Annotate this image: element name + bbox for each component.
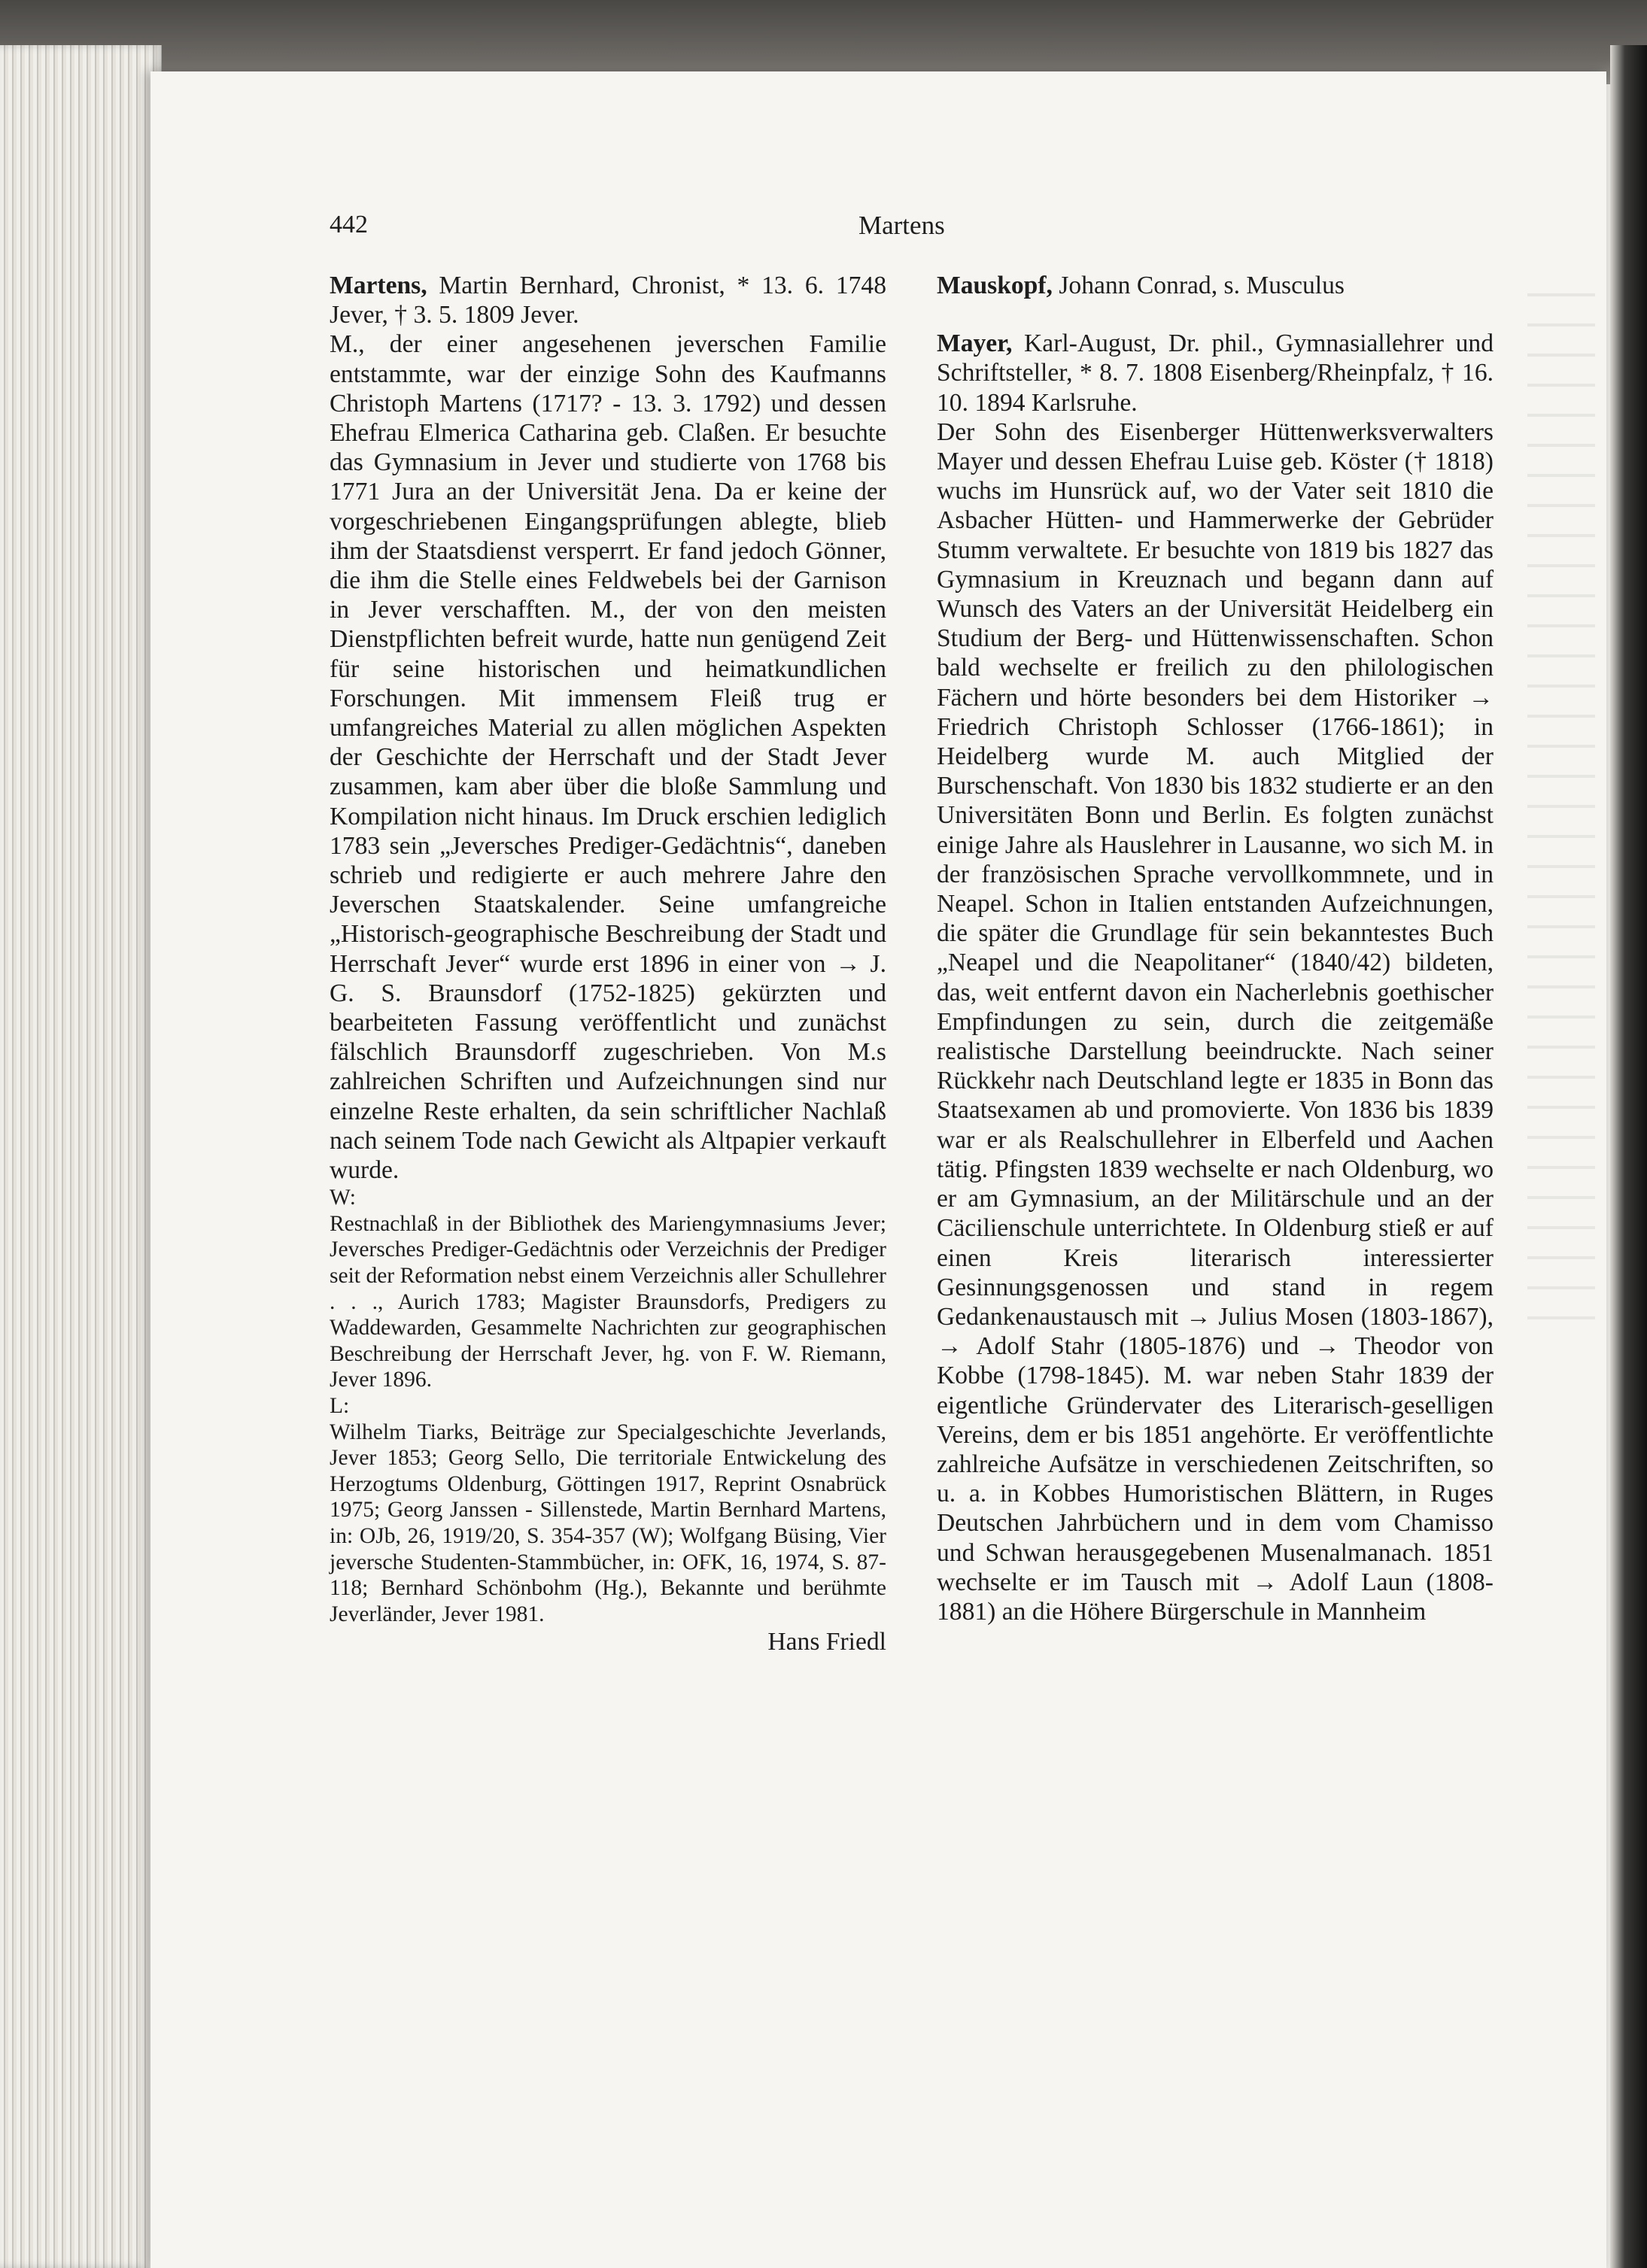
literature-text: Wilhelm Tiarks, Beiträge zur Specialgeschichte Jeverlands, Jever 1853; Georg Sello, Die territoriale Entwickelung des Herzogtums Oldenburg, Göttingen 1917, Reprint Osnabrück 1975; Georg Janssen - Sillenstede, Martin Bernhard Martens, in: OJb, 26, 1919/20, S. 354-357 (W); Wolfgang Büsing, Vier jeversche Studenten-Stammbücher, in: OFK, 16, 1974, S. 87-118; Bernhard Schönbohm (Hg.), Bekannte und berühmte Jeverländer, Jever 1981. [330, 1419, 886, 1626]
entry-biography: Der Sohn des Eisenberger Hüttenwerksverwalters Mayer und dessen Ehefrau Luise geb. Köster († 1818) wuchs im Hunsrück auf, wo der Vater seit 1810 die Asbacher Hütten- und Hammerwerke der Gebrüder Stumm verwaltete. Er besuchte von 1819 bis 1827 das Gymnasium in Kreuznach und begann dann auf Wunsch des Vaters an der Universität Heidelberg ein Studium der Berg- und Hüttenwissenschaften. Schon bald wechselte er freilich zu den philologischen Fächern und hörte besonders bei dem Historiker → Friedrich Christoph Schlosser (1766-1861); in Heidelberg wurde M. auch Mitglied der Burschenschaft. Von 1830 bis 1832 studierte er an den Universitäten Bonn und Berlin. Es folgten zunächst einige Jahre als Hauslehrer in Lausanne, wo sich M. in der französischen Sprache vervollkommnete, und in Neapel. Schon in Italien entstanden Aufzeichnungen, die später die Grundlage für sein bekanntestes Buch „Neapel und die Neapolitaner“ (1840/42) bildeten, das, weit entfernt davon ein Nacherlebnis goethischer Empfindungen zu sein, durch die zeitgemäße realistische Darstellung beeindruckte. Nach seiner Rückkehr nach Deutschland legte er 1835 in Bonn das Staatsexamen ab und promovierte. Von 1836 bis 1839 war er als Realschullehrer in Elberfeld und Aachen tätig. Pfingsten 1839 wechselte er nach Oldenburg, wo er am Gymnasium, an der Militärschule und an der Cäcilienschule unterrichtete. In Oldenburg stieß er auf einen Kreis literarisch interessierter Gesinnungsgenossen und stand in regem Gedankenaustausch mit → Julius Mosen (1803-1867), → Adolf Stahr (1805-1876) und → Theodor von Kobbe (1798-1845). M. war neben Stahr 1839 der eigentliche Gründervater des Literarisch-geselligen Vereins, dem er bis 1851 angehörte. Er veröffentlichte zahlreiche Aufsätze in verschiedenen Zeitschriften, so u. a. in Kobbes Humoristischen Blättern, in Ruges Deutschen Jahrbüchern und in dem vom Chamisso und Schwan herausgegebenen Musenalmanach. 1851 wechselte er im Tausch mit → Adolf Laun (1808-1881) an die Höhere Bürgerschule in Mannheim [937, 417, 1494, 1626]
right-column [937, 271, 1494, 1626]
page-number: 442 [330, 211, 368, 238]
book-cover-edge [1610, 45, 1647, 2268]
author-signature: Hans Friedl [767, 1628, 886, 1656]
entry-name: Mayer, [937, 329, 1013, 358]
entry-intro: Martin Bernhard, Chronist, * 13. 6. 1748 Jever, † 3. 5. 1809 Jever. [330, 272, 886, 329]
entry-heading-martens [330, 271, 886, 329]
entry-name: Martens, [330, 272, 427, 299]
entry-gap [937, 300, 1494, 329]
reference-name: Mauskopf, [937, 272, 1053, 299]
works-text: Restnachlaß in der Bibliothek des Mariengymnasiums Jever; Jeversches Prediger-Gedächtnis oder Verzeichnis der Prediger seit der Reformation nebst einem Verzeichnis aller Schullehrer . . ., Aurich 1783; Magister Braunsdorfs, Predigers zu Waddewarden, Gesammelte Nachrichten zur geographischen Beschreibung der Herrschaft Jever, hg. von F. W. Riemann, Jever 1896. [330, 1211, 886, 1392]
entry-biography: M., der einer angesehenen jeverschen Familie entstammte, war der einzige Sohn des Kaufmanns Christoph Martens (1717? - 13. 3. 1792) und dessen Ehefrau Elmerica Catharina geb. Claßen. Er besuchte das Gymnasium in Jever und studierte von 1768 bis 1771 Jura an der Universität Jena. Da er keine der vorgeschriebenen Eingangsprüfungen ablegte, blieb ihm der Staatsdienst versperrt. Er fand jedoch Gönner, die ihm die Stelle eines Feldwebels bei der Garnison in Jever verschafften. M., der von den meisten Dienstpflichten befreit wurde, hatte nun genügend Zeit für seine historischen und heimatkundlichen Forschungen. Mit immensem Fleiß trug er umfangreiches Material zu allen möglichen Aspekten der Geschichte der Herrschaft und der Stadt Jever zusammen, kam aber über die bloße Sammlung und Kompilation nicht hinaus. Im Druck erschien lediglich 1783 sein „Jeversches Prediger-Gedächtnis“, daneben schrieb und redigierte er auch mehrere Jahre den Jeverschen Staatskalender. Seine umfangreiche „Historisch-geographische Beschreibung der Stadt und Herrschaft Jever“ wurde erst 1896 in einer von → J. G. S. Braunsdorf (1752-1825) gekürzten und bearbeiteten Fassung veröffentlicht und zunächst fälschlich Braunsdorff zugeschrieben. Von M.s zahlreichen Schriften und Aufzeichnungen sind nur einzelne Reste erhalten, da sein schriftlicher Nachlaß nach seinem Tode nach Gewicht als Altpapier verkauft wurde. [330, 330, 886, 1185]
reference-text: Johann Conrad, s. Musculus [1052, 272, 1345, 299]
cross-reference-mauskopf [937, 271, 1494, 300]
left-column [330, 271, 886, 1656]
entry-intro: Karl-August, Dr. phil., Gymnasiallehrer und Schriftsteller, * 8. 7. 1808 Eisenberg/Rheinpfalz, † 16. 10. 1894 Karlsruhe. [937, 329, 1494, 417]
page-stack-edge [0, 45, 162, 2268]
entry-heading-mayer [937, 329, 1494, 417]
literature-label: L: [330, 1394, 350, 1419]
running-head: Martens [858, 211, 945, 240]
works-label: W: [330, 1186, 356, 1210]
page-header [330, 211, 1533, 248]
show-through-marks [1527, 271, 1595, 1324]
